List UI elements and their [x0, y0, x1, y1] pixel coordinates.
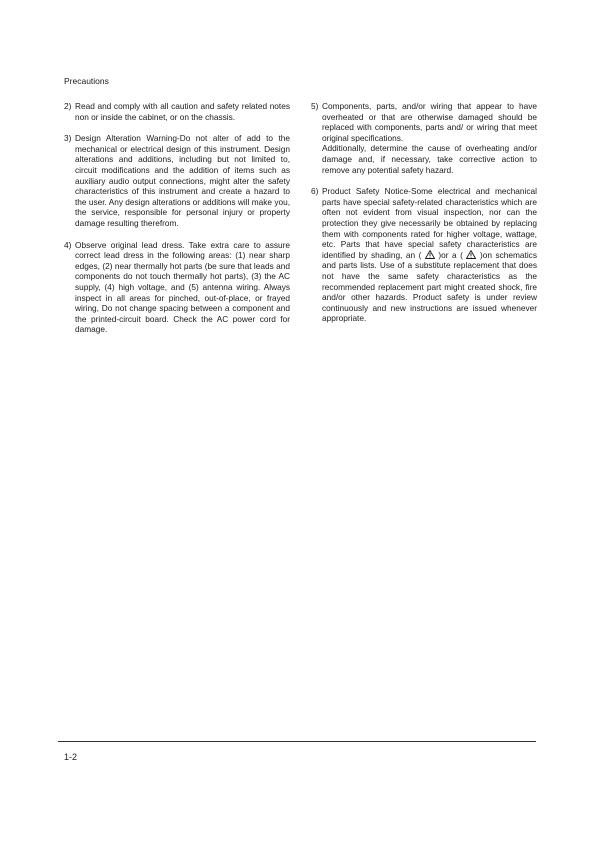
- footer-divider: [58, 741, 536, 742]
- item-number: 5): [311, 101, 319, 111]
- item-text-part: )on schematics and parts lists. Use of a substitute replacement that does not have the same safety characteristics as the recommended replacement part might created shock, fire and/or other hazards. Product safety is under review continuously and new instructions are issued whenever appropriate.: [322, 249, 537, 324]
- item-number: 4): [64, 239, 72, 250]
- item-number: 3): [64, 133, 72, 144]
- section-title: Precautions: [64, 76, 109, 86]
- item-text-continued: Additionally, determine the cause of overheating and/or damage and, if necessary, take corrective action to remove any potential safety hazard.: [322, 143, 537, 175]
- list-item: [64, 133, 290, 228]
- item-text-part: )or a (: [438, 249, 463, 260]
- item-text: [322, 186, 537, 324]
- item-number: 2): [64, 101, 72, 111]
- item-body: [322, 101, 537, 175]
- list-item: [311, 101, 537, 175]
- list-item: [64, 240, 290, 335]
- list-item: [64, 101, 290, 122]
- item-text: Design Alteration Warning-Do not alter of add to the mechanical or electrical design of this instrument. Design alterations and additions, including but not limited to, circuit modifications and the addition of items such as auxiliary audio output connections, might alter the safety characteristics of this instrument and create a hazard to the user. Any design alterations or additions will make you, the service, responsible for personal injury or property damage resulting therefrom.: [75, 133, 290, 228]
- item-text-part: Product Safety Notice-Some electrical and mechanical parts have special safety-related characteristics which are often not evident from visual inspection, nor can the protection they give necessarily be obtained by replacing them with components rated for higher voltage, wattage, etc. Parts that have special safety characteristics are identified by shading, an (: [322, 186, 537, 260]
- item-text: Observe original lead dress. Take extra care to assure correct lead dress in the following areas: (1) near sharp edges, (2) near thermally hot parts (be sure that leads and components do not touch thermally hot parts), (3) the AC supply, (4) high voltage, and (5) antenna wiring. Always inspect in all areas for pinched, out-of-place, or frayed wiring, Do not change spacing between a component and the printed-circuit board. Check the AC power cord for damage.: [75, 239, 290, 335]
- right-column: [311, 101, 537, 335]
- warning-triangle-icon: [425, 250, 435, 259]
- left-column: [64, 101, 290, 346]
- warning-triangle-icon: [466, 250, 476, 259]
- page-number: 1-2: [64, 752, 78, 762]
- list-item: [311, 186, 537, 324]
- item-number: 6): [311, 186, 319, 197]
- item-text: Read and comply with all caution and safety related notes non or inside the cabinet, or on the chassis.: [75, 101, 290, 122]
- item-text: Components, parts, and/or wiring that appear to have overheated or that are otherwise damaged should be replaced with components, parts and/ or wiring that meet original specifications.: [322, 101, 537, 143]
